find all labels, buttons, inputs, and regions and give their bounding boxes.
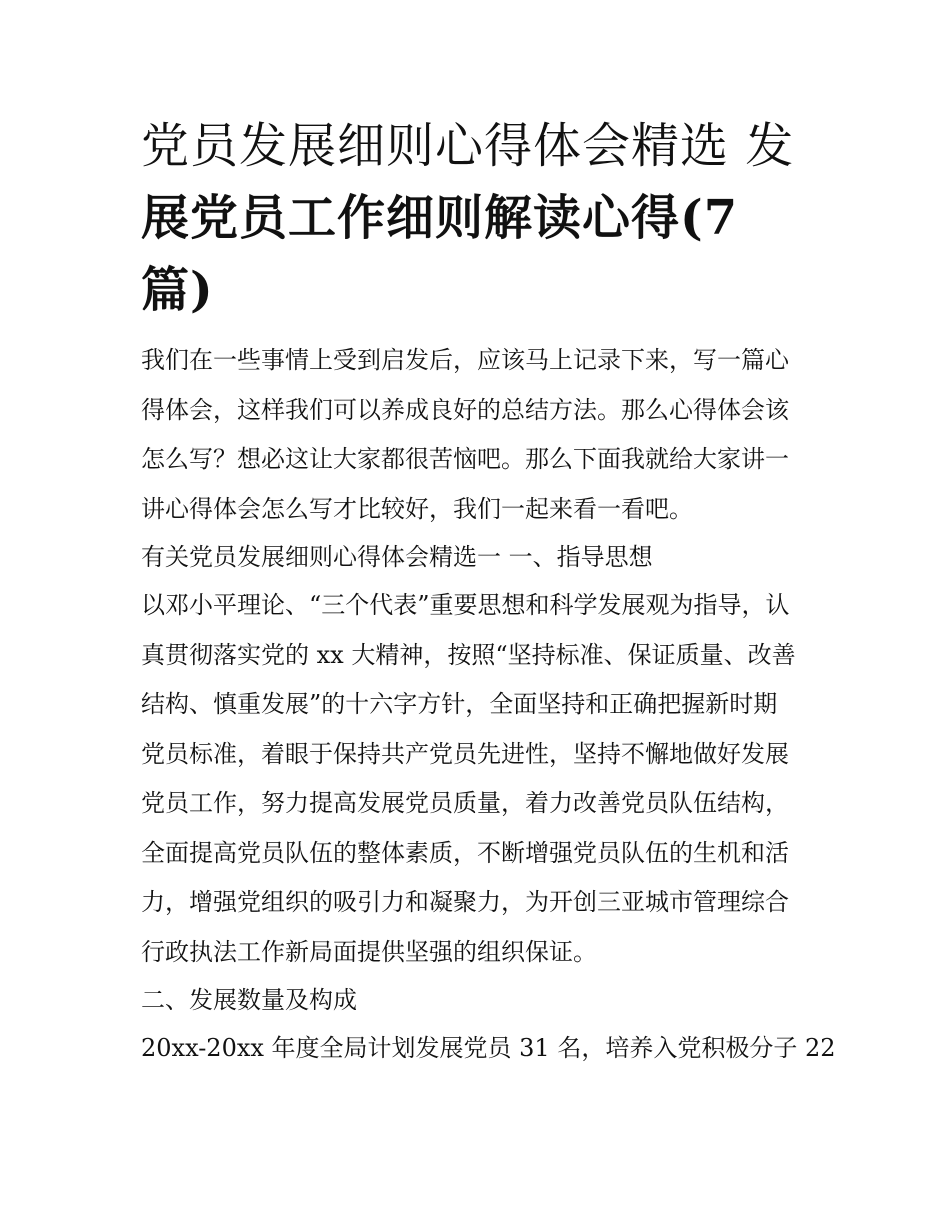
section-one-line: 全面提高党员队伍的整体素质，不断增强党员队伍的生机和活 bbox=[141, 838, 789, 867]
intro-paragraph bbox=[141, 336, 813, 534]
section-one-heading: 有关党员发展细则心得体会精选一 一、指导思想 bbox=[141, 543, 653, 571]
intro-line: 讲心得体会怎么写才比较好，我们一起来看一看吧。 bbox=[141, 494, 693, 523]
title-line-2: 展党员工作细则解读心得(7 bbox=[141, 190, 739, 246]
section-one-line: 力，增强党组织的吸引力和凝聚力，为开创三亚城市管理综合 bbox=[141, 888, 789, 916]
document-title bbox=[141, 110, 813, 326]
intro-line: 怎么写？想必这让大家都很苦恼吧。那么下面我就给大家讲一 bbox=[141, 445, 789, 473]
section-one-line: 真贯彻落实党的 xx 大精神，按照“坚持标准、保证质量、改善 bbox=[141, 640, 796, 669]
section-one-line: 党员标准，着眼于保持共产党员先进性，坚持不懈地做好发展 bbox=[141, 739, 789, 768]
title-line-1: 党员发展细则心得体会精选 发 bbox=[141, 118, 795, 174]
intro-line: 得体会，这样我们可以养成良好的总结方法。那么心得体会该 bbox=[141, 395, 789, 424]
section-one-paragraph bbox=[141, 581, 813, 977]
intro-line: 我们在一些事情上受到启发后，应该马上记录下来，写一篇心 bbox=[141, 346, 789, 374]
section-one-line: 结构、慎重发展”的十六字方针，全面坚持和正确把握新时期 bbox=[141, 690, 778, 718]
section-two-line: 20xx-20xx 年度全局计划发展党员 31 名，培养入党积极分子 22 bbox=[141, 1034, 836, 1062]
section-two-paragraph bbox=[141, 1024, 836, 1074]
section-one-line: 党员工作，努力提高发展党员质量，着力改善党员队伍结构， bbox=[141, 789, 789, 817]
section-one-line: 以邓小平理论、“三个代表”重要思想和科学发展观为指导，认 bbox=[141, 591, 790, 619]
section-two-heading: 二、发展数量及构成 bbox=[141, 986, 357, 1014]
document-page bbox=[141, 110, 836, 1074]
title-line-3: 篇) bbox=[141, 262, 214, 318]
section-one-line: 行政执法工作新局面提供坚强的组织保证。 bbox=[141, 937, 597, 966]
